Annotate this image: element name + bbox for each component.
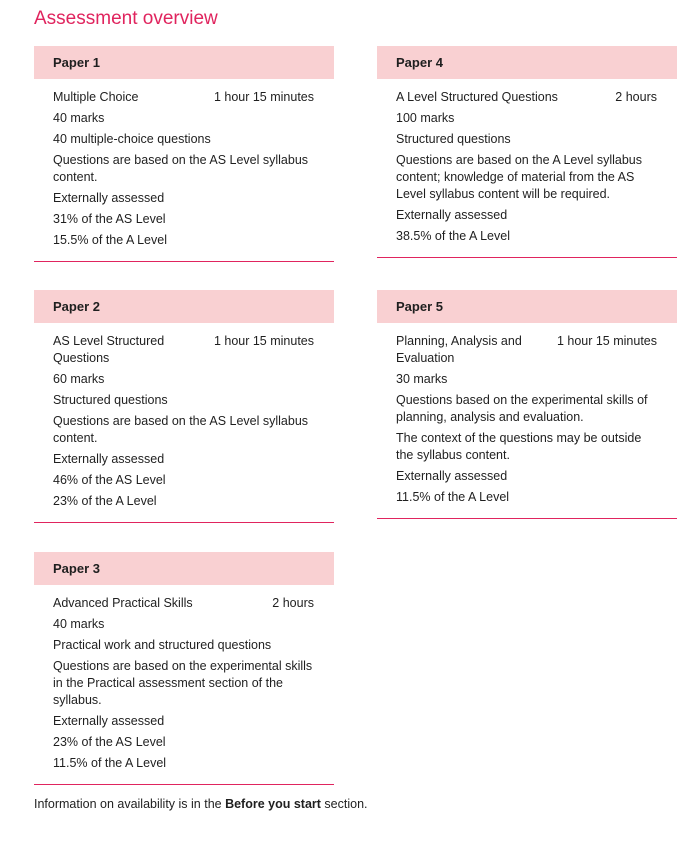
availability-note (34, 797, 368, 811)
paper-3-detail: 11.5% of the A Level (53, 756, 167, 770)
paper-3-duration: 2 hours (272, 596, 314, 610)
paper-4-body (377, 79, 677, 258)
paper-4-detail: 100 marks (396, 111, 455, 125)
paper-2-duration: 1 hour 15 minutes (213, 334, 314, 348)
availability-note-suffix: section. (320, 797, 368, 811)
paper-1-duration: 1 hour 15 minutes (213, 90, 314, 104)
paper-5-duration: 1 hour 15 minutes (556, 334, 657, 348)
paper-1-detail: Externally assessed (53, 191, 165, 205)
paper-2-body (34, 323, 334, 523)
paper-3-body (34, 585, 334, 785)
paper-2-detail: Structured questions (53, 393, 168, 407)
paper-3-detail: Questions are based on the experimental skills in the Practical assessment section of the syllabus. (53, 659, 313, 707)
paper-4-name: A Level Structured Questions (396, 90, 558, 104)
paper-5-name: Planning, Analysis and Evaluation (396, 334, 522, 365)
paper-2-card (34, 290, 334, 523)
paper-1-detail: 40 marks (53, 111, 105, 125)
paper-4-detail: Structured questions (396, 132, 511, 146)
paper-1-card (34, 46, 334, 262)
paper-4-detail: 38.5% of the A Level (396, 229, 510, 243)
paper-1-name: Multiple Choice (53, 90, 139, 104)
availability-note-text: Information on availability is in the (34, 797, 226, 811)
paper-5-detail: The context of the questions may be outside the syllabus content. (396, 431, 642, 462)
paper-3-detail: Practical work and structured questions (53, 638, 272, 652)
paper-3-detail: 40 marks (53, 617, 105, 631)
paper-1-body (34, 79, 334, 262)
paper-1-detail: Questions are based on the AS Level syllabus content. (53, 153, 309, 184)
paper-2-detail: 46% of the AS Level (53, 473, 166, 487)
paper-4-detail: Externally assessed (396, 208, 508, 222)
paper-5-heading: Paper 5 (377, 290, 677, 323)
paper-3-heading: Paper 3 (34, 552, 334, 585)
paper-2-heading: Paper 2 (34, 290, 334, 323)
paper-3-card (34, 552, 334, 785)
paper-2-name: AS Level Structured Questions (53, 334, 165, 365)
before-you-start-reference: Before you start (225, 797, 321, 811)
paper-5-detail: 30 marks (396, 372, 448, 386)
paper-2-detail: Questions are based on the AS Level syllabus content. (53, 414, 309, 445)
paper-4-card (377, 46, 677, 258)
paper-2-detail: Externally assessed (53, 452, 165, 466)
paper-1-heading: Paper 1 (34, 46, 334, 79)
paper-3-detail: 23% of the AS Level (53, 735, 166, 749)
page-title: Assessment overview (34, 8, 218, 29)
paper-3-detail: Externally assessed (53, 714, 165, 728)
paper-4-detail: Questions are based on the A Level syllabus content; knowledge of material from the AS Level syllabus content will be required. (396, 153, 642, 201)
paper-3-name: Advanced Practical Skills (53, 596, 193, 610)
paper-5-detail: Questions based on the experimental skills of planning, analysis and evaluation. (396, 393, 648, 424)
paper-1-detail: 15.5% of the A Level (53, 233, 167, 247)
paper-4-heading: Paper 4 (377, 46, 677, 79)
paper-5-detail: Externally assessed (396, 469, 508, 483)
paper-1-detail: 40 multiple-choice questions (53, 132, 211, 146)
paper-5-card (377, 290, 677, 519)
paper-5-detail: 11.5% of the A Level (396, 490, 510, 504)
paper-2-detail: 60 marks (53, 372, 105, 386)
paper-1-detail: 31% of the AS Level (53, 212, 166, 226)
paper-5-body (377, 323, 677, 519)
paper-4-duration: 2 hours (615, 90, 657, 104)
paper-2-detail: 23% of the A Level (53, 494, 157, 508)
